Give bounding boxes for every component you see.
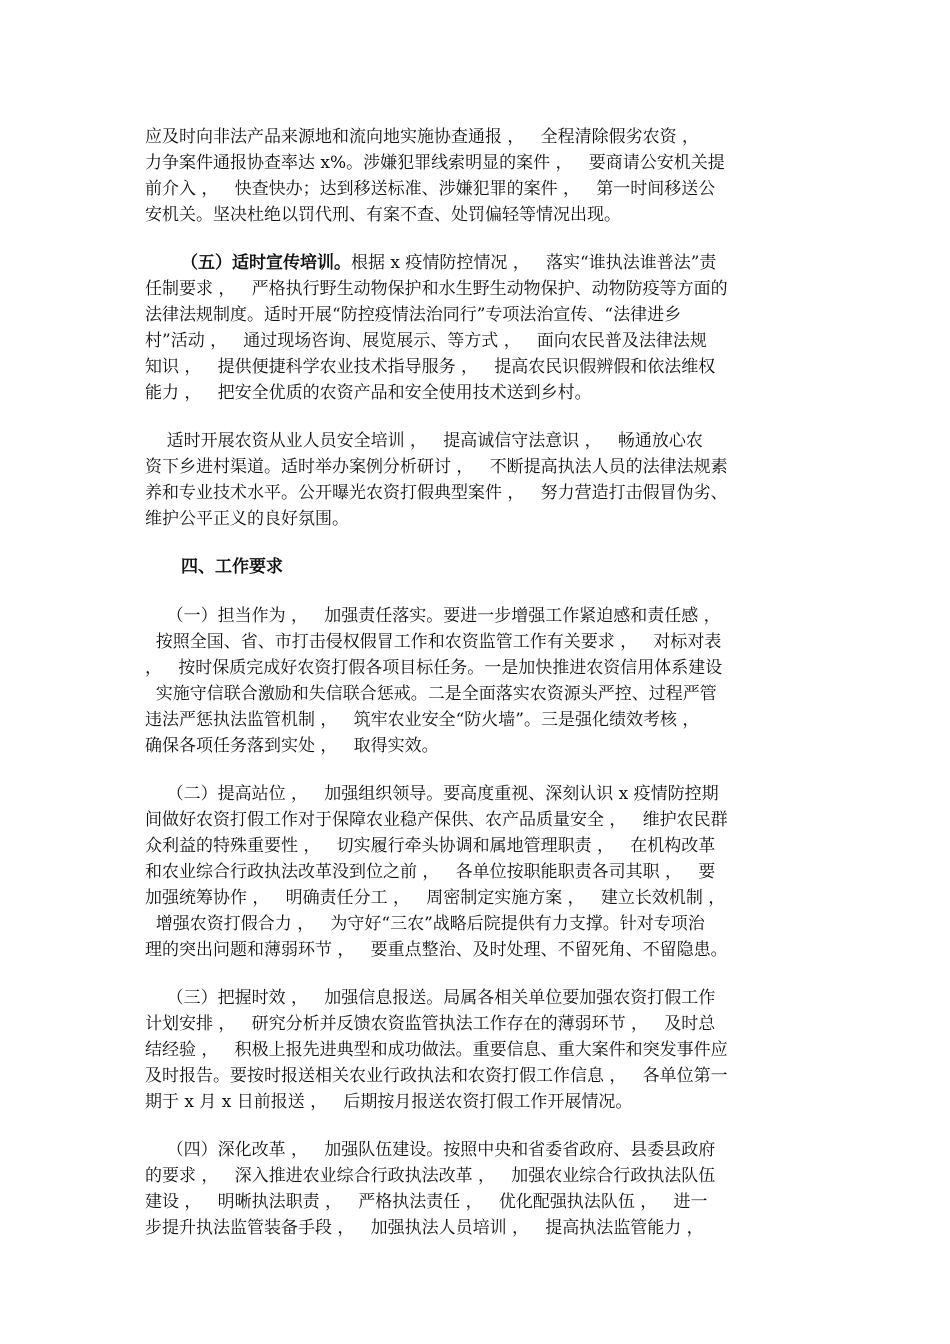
text-line: 法律法规制度。适时开展“防控疫情法治同行”专项法治宣传、“法律进乡: [145, 305, 682, 325]
text-line: 计划安排 ， 研究分析并反馈农资监管执法工作存在的薄弱环节 ， 及时总: [145, 1014, 716, 1034]
text-line: 知识 ， 提供便捷科学农业技术指导服务 ， 提高农民识假辨假和依法维权: [145, 357, 716, 377]
text-line: 结经验 ， 积极上报先进典型和成功做法。重要信息、重大案件和突发事件应: [145, 1040, 728, 1060]
text-line: 能力 ， 把安全优质的农资产品和安全使用技术送到乡村。: [145, 383, 592, 403]
text-line: 理的突出问题和薄弱环节 ， 要重点整治、及时处理、不留死角、不留隐患。: [145, 940, 728, 960]
text-line: 前介入 ， 快查快办；达到移送标准、涉嫌犯罪的案件 ， 第一时间移送公: [145, 179, 716, 199]
text-line: 和农业综合行政执法改革没到位之前 ， 各单位按职能职责各司其职 ， 要: [145, 862, 716, 882]
text-line: （一）担当作为 ， 加强责任落实。要进一步增强工作紧迫感和责任感 ，: [145, 606, 721, 626]
text-line: 增强农资打假合力 ， 为守好“三农”战略后院提供有力支撑。针对专项治: [145, 914, 705, 934]
text-line: 建设 ， 明晰执法职责 ， 严格执法责任 ， 优化配强执法队伍 ， 进一: [145, 1192, 708, 1212]
text-line: 任制要求 ， 严格执行野生动物保护和水生野生动物保护、动物防疫等方面的: [145, 279, 728, 299]
text-line: ， 按时保质完成好农资打假各项目标任务。一是加快推进农资信用体系建设: [145, 658, 723, 678]
section-heading: 四、工作要求: [181, 557, 283, 577]
text-line: [181, 250, 716, 276]
text-line: （三）把握时效 ， 加强信息报送。局属各相关单位要加强农资打假工作: [145, 988, 716, 1008]
text-line: （四）深化改革 ， 加强队伍建设。按照中央和省委省政府、县委县政府: [145, 1140, 716, 1160]
text-line: 力争案件通报协查率达 x%。涉嫌犯罪线索明显的案件 ， 要商请公安机关提: [145, 153, 725, 173]
text-line: 适时开展农资从业人员安全培训 ， 提高诚信守法意识 ， 畅通放心农: [145, 431, 703, 451]
text-line: 及时报告。要按时报送相关农业行政执法和农资打假工作信息 ， 各单位第一: [145, 1066, 728, 1086]
text-line: 应及时向非法产品来源地和流向地实施协查通报 ， 全程清除假劣农资 ，: [145, 127, 700, 147]
text-line: 养和专业技术水平。公开曝光农资打假典型案件 ， 努力营造打击假冒伪劣、: [145, 483, 728, 503]
text-line: 安机关。坚决杜绝以罚代刑、有案不查、处罚偏轻等情况出现。: [145, 205, 621, 225]
text-line: 的要求 ， 深入推进农业综合行政执法改革 ， 加强农业综合行政执法队伍: [145, 1166, 716, 1186]
text-line: 间做好农资打假工作对于保障农业稳产保供、农产品质量安全 ， 维护农民群: [145, 810, 728, 830]
text-line: （二）提高站位 ， 加强组织领导。要高度重视、深刻认识 x 疫情防控期: [145, 784, 719, 804]
text-line: 加强统筹协作 ， 明确责任分工 ， 周密制定实施方案 ， 建立长效机制 ，: [145, 888, 726, 908]
text-line: 村”活动 ， 通过现场咨询、展览展示、等方式 ， 面向农民普及法律法规: [145, 331, 707, 351]
text-line: 确保各项任务落到实处 ， 取得实效。: [145, 736, 439, 756]
text-line: 步提升执法监管装备手段 ， 加强执法人员培训 ， 提高执法监管能力 ，: [145, 1218, 704, 1238]
text-run: 根据 x 疫情防控情况 ， 落实“谁执法谁普法”责: [351, 253, 717, 273]
text-line: 按照全国、省、市打击侵权假冒工作和农资监管工作有关要求 ， 对标对表: [145, 632, 722, 652]
text-line: 期于 x 月 x 日前报送 ， 后期按月报送农资打假工作开展情况。: [145, 1092, 633, 1112]
text-line: 实施守信联合激励和失信联合惩戒。二是全面落实农资源头严控、过程严管: [145, 684, 717, 704]
text-line: 维护公平正义的良好氛围。: [145, 509, 349, 529]
text-line: 众利益的特殊重要性 ， 切实履行牵头协调和属地管理职责 ， 在机构改革: [145, 836, 716, 856]
text-line: 违法严惩执法监管机制 ， 筑牢农业安全“防火墙”。三是强化绩效考核 ，: [145, 710, 700, 730]
section-lead-bold: （五）适时宣传培训。: [181, 253, 351, 273]
text-line: 资下乡进村渠道。适时举办案例分析研讨 ， 不断提高执法人员的法律法规素: [145, 457, 728, 477]
